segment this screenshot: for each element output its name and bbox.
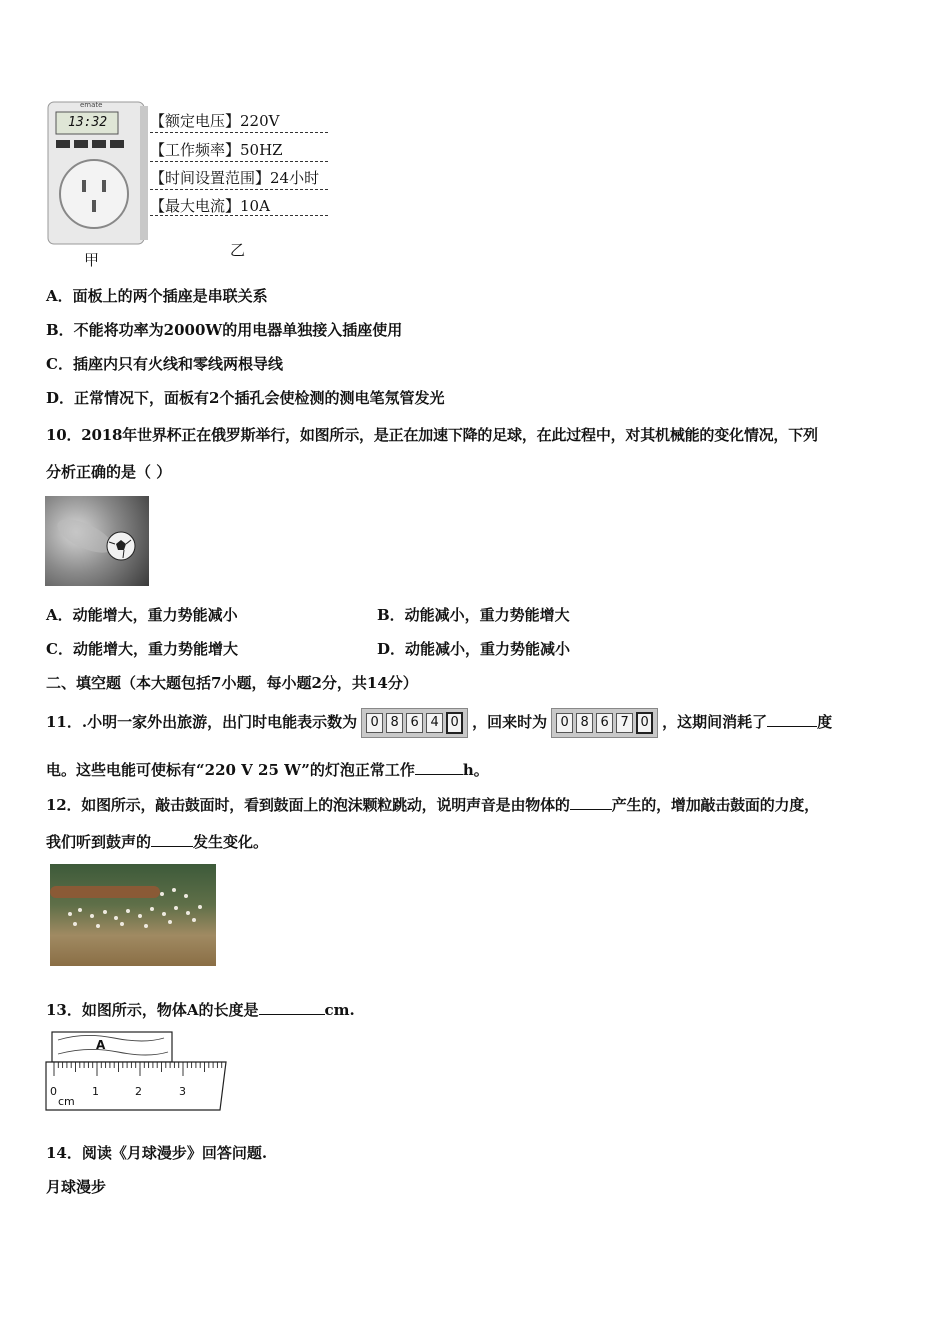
q9-option-d: D．正常情况下，面板有2个插孔会使检测的测电笔氖管发光 (46, 389, 445, 407)
ruler-label-2: 2 (135, 1085, 142, 1098)
q14-line: 14．阅读《月球漫步》回答问题. (46, 1144, 268, 1162)
q13-line: 13．如图所示，物体A的长度是 cm. (46, 1001, 355, 1019)
energy-meter-end: 0 8 6 7 0 (551, 708, 658, 738)
timer-display: 13:32 (68, 115, 108, 130)
q11-line2: 电。这些电能可使标有“220 V 25 W”的灯泡正常工作 h。 (46, 761, 489, 779)
ruler-label-1: 1 (92, 1085, 99, 1098)
spec-max-current: 【最大电流】10A (150, 197, 270, 215)
answer-blank[interactable] (259, 1000, 325, 1015)
timer-brand: emate (80, 101, 103, 109)
q9-option-c: C．插座内只有火线和零线两根导线 (46, 355, 283, 373)
ruler-label-0: 0 (50, 1085, 57, 1098)
q12-line1: 12．如图所示，敲击鼓面时，看到鼓面上的泡沫颗粒跳动，说明声音是由物体的 产生的，增加敲击鼓面的力度， (46, 796, 819, 814)
q9-option-a: A．面板上的两个插座是串联关系 (46, 287, 268, 305)
ruler-label-3: 3 (179, 1085, 186, 1098)
spec-divider (150, 215, 328, 216)
spec-time-range: 【时间设置范围】24小时 (150, 169, 320, 187)
section-title-fill-in: 二、填空题（本大题包括7小题，每小题2分，共14分） (46, 674, 418, 692)
q11-line1: 11．.小明一家外出旅游，出门时电能表示数为 0 8 6 4 0 ，回来时为 0 8 6 7 0 ，这期间消耗了 度 (46, 708, 832, 738)
answer-blank[interactable] (767, 712, 817, 727)
answer-blank[interactable] (151, 832, 193, 847)
timer-socket-figure (46, 100, 150, 250)
q9-option-b: B．不能将功率为2000W的用电器单独接入插座使用 (46, 321, 403, 339)
object-a-label: A (96, 1038, 106, 1052)
figure-caption-yi: 乙 (230, 241, 246, 259)
spec-rated-voltage: 【额定电压】220V (150, 112, 280, 130)
drum-foam-photo (50, 864, 216, 966)
spec-divider (150, 132, 328, 133)
q10-stem-line1: 10．2018年世界杯正在俄罗斯举行，如图所示，是正在加速下降的足球，在此过程中，对其机械能的变化情况，下列 (46, 426, 818, 444)
q10-stem-line2: 分析正确的是（ ） (46, 463, 172, 481)
drumstick-and-foam-illustration (50, 864, 216, 966)
soccer-ball-photo (45, 496, 149, 586)
answer-blank[interactable] (415, 760, 463, 775)
q12-line2: 我们听到鼓声的 发生变化。 (46, 833, 269, 851)
ruler-unit: cm (58, 1095, 75, 1108)
figure-caption-jia: 甲 (84, 251, 100, 269)
spec-divider (150, 161, 328, 162)
ruler-figure (44, 1030, 228, 1112)
soccer-ball-icon (45, 496, 149, 586)
spec-divider (150, 189, 328, 190)
q10-option-c: C．动能增大，重力势能增大 (46, 640, 238, 658)
q14-subtitle: 月球漫步 (46, 1178, 107, 1196)
answer-blank[interactable] (570, 795, 612, 810)
q10-option-d: D．动能减小，重力势能减小 (377, 640, 571, 658)
spec-frequency: 【工作频率】50HZ (150, 141, 283, 159)
energy-meter-start: 0 8 6 4 0 (361, 708, 468, 738)
q10-option-a: A．动能增大，重力势能减小 (46, 606, 238, 624)
q10-option-b: B．动能减小，重力势能增大 (377, 606, 570, 624)
